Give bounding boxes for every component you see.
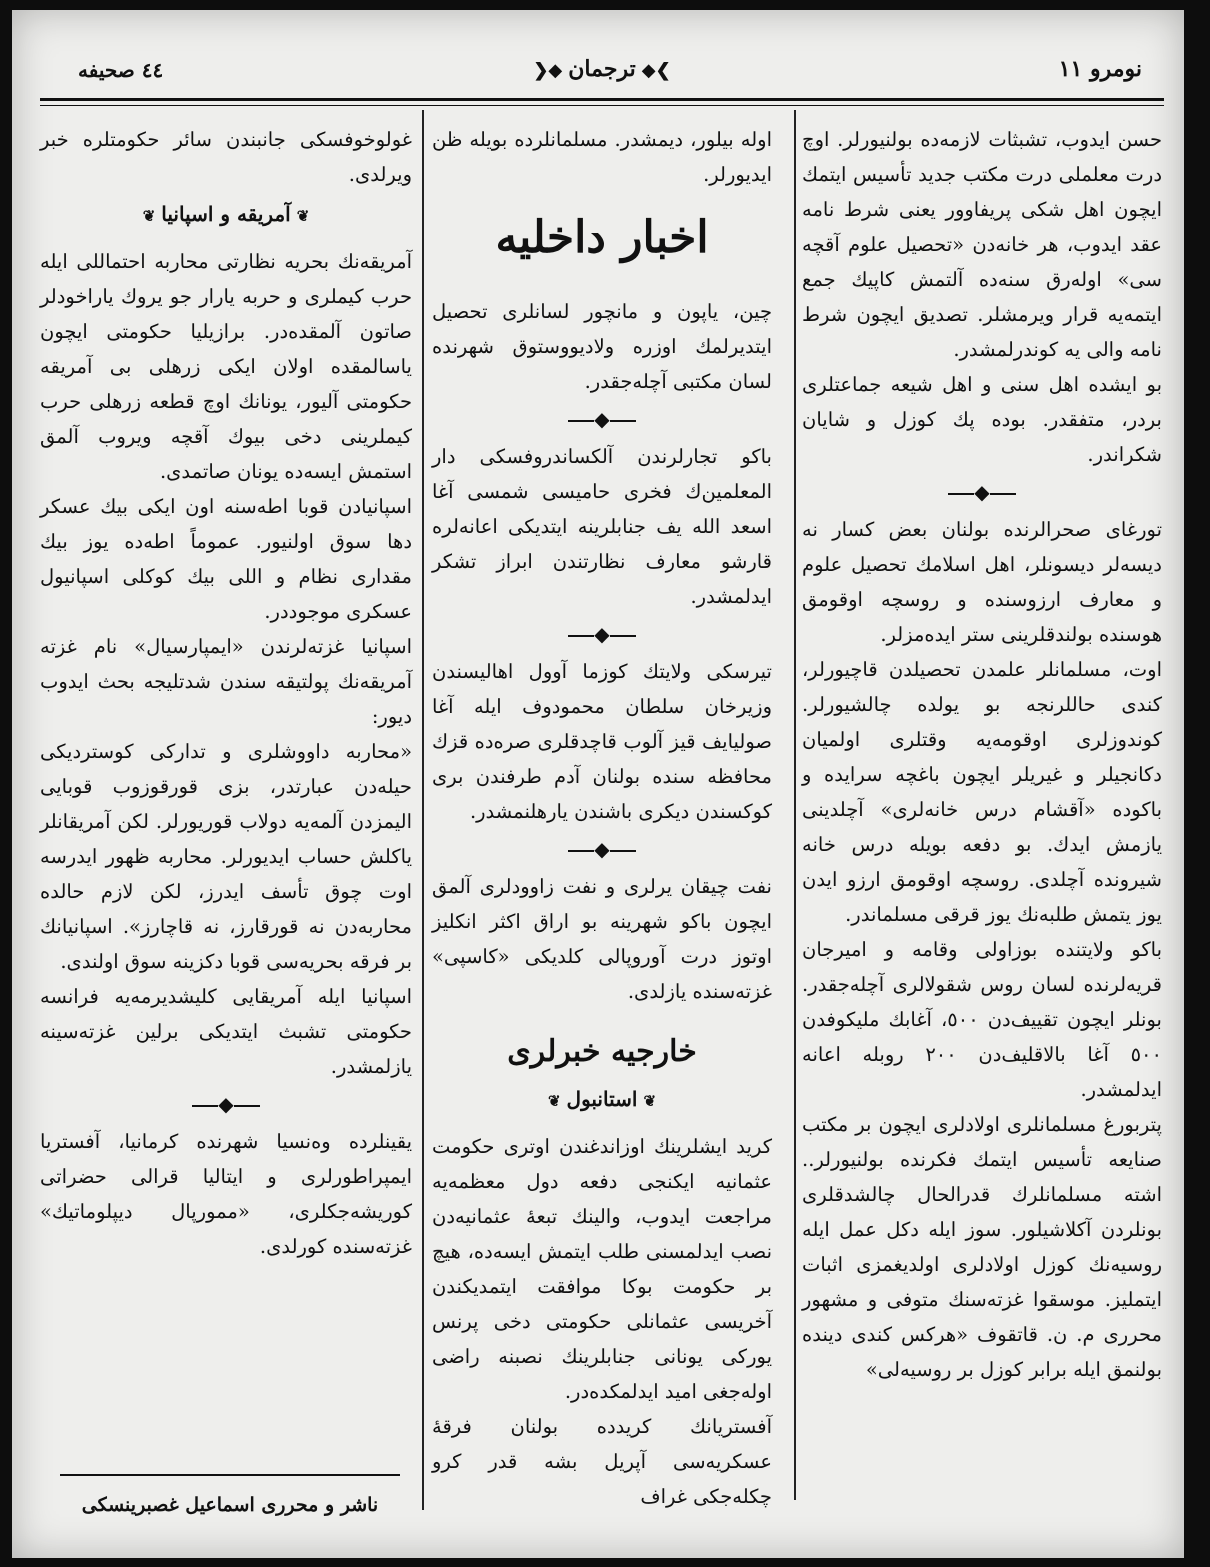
article-heading-label: آمريقه و اسپانيا bbox=[161, 202, 291, 226]
article-paragraph: اوت، مسلمانلر علمدن تحصيلدن قاچيورلر، كندی حاللرنجه بو يولده چالشيورلر. كوندوزلری اوقومه‌يه وقتلری اولميان دكانجيلر و غيريلر ايچون باغچه سرايده و باكوده «آقشام درس خانه‌لری» آچلدينی يازمش ايدك. بو دفعه بويله درس خانه شيرونده آچلدی. روسچه اوقومق ارزو ايدن يوز يتمش طلبه‌نك يوز قرقی مسلماندر. bbox=[802, 658, 1162, 926]
header-rule-thin bbox=[40, 105, 1164, 106]
article-paragraph: باكو ولايتنده بوزاولی وقامه و اميرجان قريه‌لرنده لسان روس شقولالری آچله‌جقدر. بونلر ايچون تقييف‌دن ٥٠٠، آغابك مليكوفدن ٥٠٠ آغا بالاقليف‌دن ٢٠٠ روبله اعانه ايدلمشدر. bbox=[802, 938, 1162, 1101]
section-subtitle: خارجيه خبرلری bbox=[507, 1034, 697, 1069]
ornament-icon: ❯◆ bbox=[641, 60, 671, 81]
ornament-icon: ◆❮ bbox=[533, 60, 563, 81]
page-header bbox=[32, 54, 1172, 94]
column-divider bbox=[422, 110, 424, 1510]
newspaper-title: ترجمان bbox=[568, 56, 636, 82]
article-paragraph: غولوخوفسكی جانبندن سائر حكومتلره خبر ويرلدی. bbox=[40, 128, 412, 186]
page-number: ٤٤ صحيفه bbox=[78, 58, 164, 82]
column-right bbox=[802, 122, 1162, 1387]
header-rule bbox=[40, 98, 1164, 101]
column-middle bbox=[432, 122, 772, 1514]
article-paragraph: كريد ايشلرينك اوزاندغندن اوتری حكومت عثمانيه ايكنجی دفعه دول معظمه‌يه مراجعت ايدوب، والينك تبعهٔ عثمانيه‌دن نصب ايدلمسنی طلب ايتمش ايسه‌ده، هيچ بر حكومت بوكا موافقت ايتمديكندن آخريسی عثمانلی حكومتی دخی پرنس يوركی يونانی جنابلرينك نصبنه راضی اوله‌جغی اميد ايدلمكده‌در. bbox=[432, 1135, 772, 1403]
article-paragraph: اسپانيادن قوبا اطه‌سنه اون ايكی بيك عسكر دها سوق اولنيور. عموماً اطه‌ده يوز بيك مقداری نظام و اللی بيك كوكلی اسپانيول عسكری موجوددر. bbox=[40, 495, 412, 623]
section-title: اخبار داخليه bbox=[495, 212, 709, 263]
article-paragraph: باكو تجارلرندن آلكساندروفسكی دار المعلمين‌ك فخری حاميسی شمسی آغا اسعد الله يف جنابلرينه ايتديكی اعانه‌لره قارشو معارف نظارتندن ابراز تشكر ايدلمشدر. bbox=[432, 445, 772, 608]
article-paragraph: يقينلرده وه‌نسيا شهرنده كرمانيا، آفستريا ايمپراطورلری و ايتاليا قرالی حضراتی كوريشه‌جكلری، «ممورپال ديپلوماتيك» غزته‌سنده كورلدی. bbox=[40, 1130, 412, 1258]
article-paragraph: آمريقه‌نك بحريه نظارتی محاربه احتماللی ايله حرب كيملری و حربه يارار جو يروك ياراخودلر صاتون آلمقده‌در. برازيليا حكومتی ايچون ياسالمقده اولان ايكی زرهلی بی آمريقه حكومتی آليور، يونانك اوچ قطعه زرهلی حرب كيملرينی دخی بيوك آقچه ويروب آلمق استمش ايسه‌ده يونان صاتمدی. bbox=[40, 250, 412, 483]
section-divider: ◆ bbox=[432, 829, 772, 869]
section-divider: ◆ bbox=[432, 399, 772, 439]
article-paragraph: تيرسكی ولايتك كوزما آوول اهاليسندن وزيرخان سلطان محمودوف ايله آغا صوليايف قيز آلوب قاچدقلری صره‌ده قزك محافظه سنده بولنان آدم طرفندن بری كوكسندن ديكری باشندن يارهلنمشدر. bbox=[432, 660, 772, 823]
article-paragraph: بو ايشده اهل سنی و اهل شيعه جماعتلری بردر، متفقدر. بوده پك كوزل و شايان شكراندر. bbox=[802, 373, 1162, 466]
ornament-icon: ❦ bbox=[296, 207, 310, 225]
section-divider: ◆ bbox=[432, 614, 772, 654]
article-paragraph: آفستريانك كريدده بولنان فرقهٔ عسكريه‌سی آپريل بشه قدر كرو چكله‌جكی غراف bbox=[432, 1415, 772, 1508]
ornament-icon: ❦ bbox=[643, 1092, 657, 1110]
article-paragraph: نفت چيقان يرلری و نفت زاوودلری آلمق ايچون باكو شهرينه بو اراق اكثر انكليز اوتوز درت آوروپالی كلديكی «كاسپی» غزته‌سنده يازلدی. bbox=[432, 875, 772, 1003]
section-divider: ◆ bbox=[802, 472, 1162, 512]
footer-rule bbox=[60, 1474, 400, 1476]
column-left bbox=[40, 122, 412, 1264]
section-divider: ◆ bbox=[40, 1084, 412, 1124]
article-paragraph: حسن ايدوب، تشبثات لازمه‌ده بولنيورلر. اوچ درت معلملی درت مكتب جديد تأسيس ايتمك ايچون اهل شكی پريفاوور يعنی شرط نامه عقد ايدوب، هر خانه‌دن «تحصيل علوم آقچه سی» اوله‌رق سنه‌ده آلتمش كاپيك جمع ايتمه‌يه قرار ويرمشلر. تصديق ايچون شرط نامه والی يه كوندرلمشدر. bbox=[802, 128, 1162, 361]
newspaper-page bbox=[12, 10, 1184, 1558]
publisher-line: ناشر و محرری اسماعيل غصبرينسكی bbox=[81, 1494, 379, 1516]
column-divider bbox=[794, 110, 796, 1500]
ornament-icon: ❦ bbox=[547, 1092, 561, 1110]
dateline-heading bbox=[432, 1081, 772, 1119]
article-paragraph: چين، ياپون و مانچور لسانلری تحصيل ايتديرلمك اوزره ولاديووستوق شهرنده لسان مكتبی آچله‌جقدر. bbox=[432, 300, 772, 393]
article-paragraph: پتربورغ مسلمانلری اولادلری ايچون بر مكتب صنايعه تأسيس ايتمك فكرنده بولنيورلر.. اشته مسلمانلرك قدرالحال چالشدقلری بونلردن آكلاشيلور. سوز ايله دكل عمل ايله روسيه‌نك كوزل اولادلری اولديغمزی اثبات ايتمليز. موسقوا غزته‌سنك متوفی و مشهور محرری م. ن. قاتقوف «هركس كندی دينده بولنمق ايله برابر كوزل بر روسيه‌لی» bbox=[802, 1113, 1162, 1381]
article-paragraph: اوله بيلور، ديمشدر. مسلمانلرده بويله ظن ايديورلر. bbox=[432, 128, 772, 186]
article-paragraph: اسپانيا غزته‌لرندن «ايمپارسيال» نام غزته آمريقه‌نك پولتيقه سندن شدتليجه بحث ايدوب ديور: bbox=[40, 635, 412, 728]
article-paragraph: «محاربه داووشلری و تداركی كوسترديكی حيله‌دن عبارتدر، بزی قورقوزوب قوبايی اليمزدن آلمه‌يه دولاب قوريورلر. لكن آمريقانلر ياكلش حساب ايديورلر. محاربه ظهور ايدرسه اوت چوق تأسف ايدرز، لكن لازم حالده محاربه‌دن نه قورقارز، نه قاچارز». اسپانيانك بر فرقه بحريه‌سی قوبا دكزينه سوق اولندی. bbox=[40, 740, 412, 973]
masthead bbox=[527, 56, 676, 82]
article-paragraph: تورغای صحرالرنده بولنان بعض كسار نه ديسه‌لر ديسونلر، اهل اسلامك تحصيل علوم و معارف ارزوسنده و روسچه اوقومق هوسنده بولندقلرينی ستر ايده‌مزلر. bbox=[802, 518, 1162, 646]
article-heading bbox=[40, 196, 412, 234]
dateline-label: استانبول bbox=[566, 1087, 638, 1111]
article-paragraph: اسپانيا ايله آمريقايی كليشديرمه‌يه فرانسه حكومتی تشبث ايتديكی برلين غزته‌سينه يازلمشدر. bbox=[40, 985, 412, 1078]
issue-number: نومرو ١١ bbox=[1058, 56, 1142, 82]
ornament-icon: ❦ bbox=[142, 207, 156, 225]
